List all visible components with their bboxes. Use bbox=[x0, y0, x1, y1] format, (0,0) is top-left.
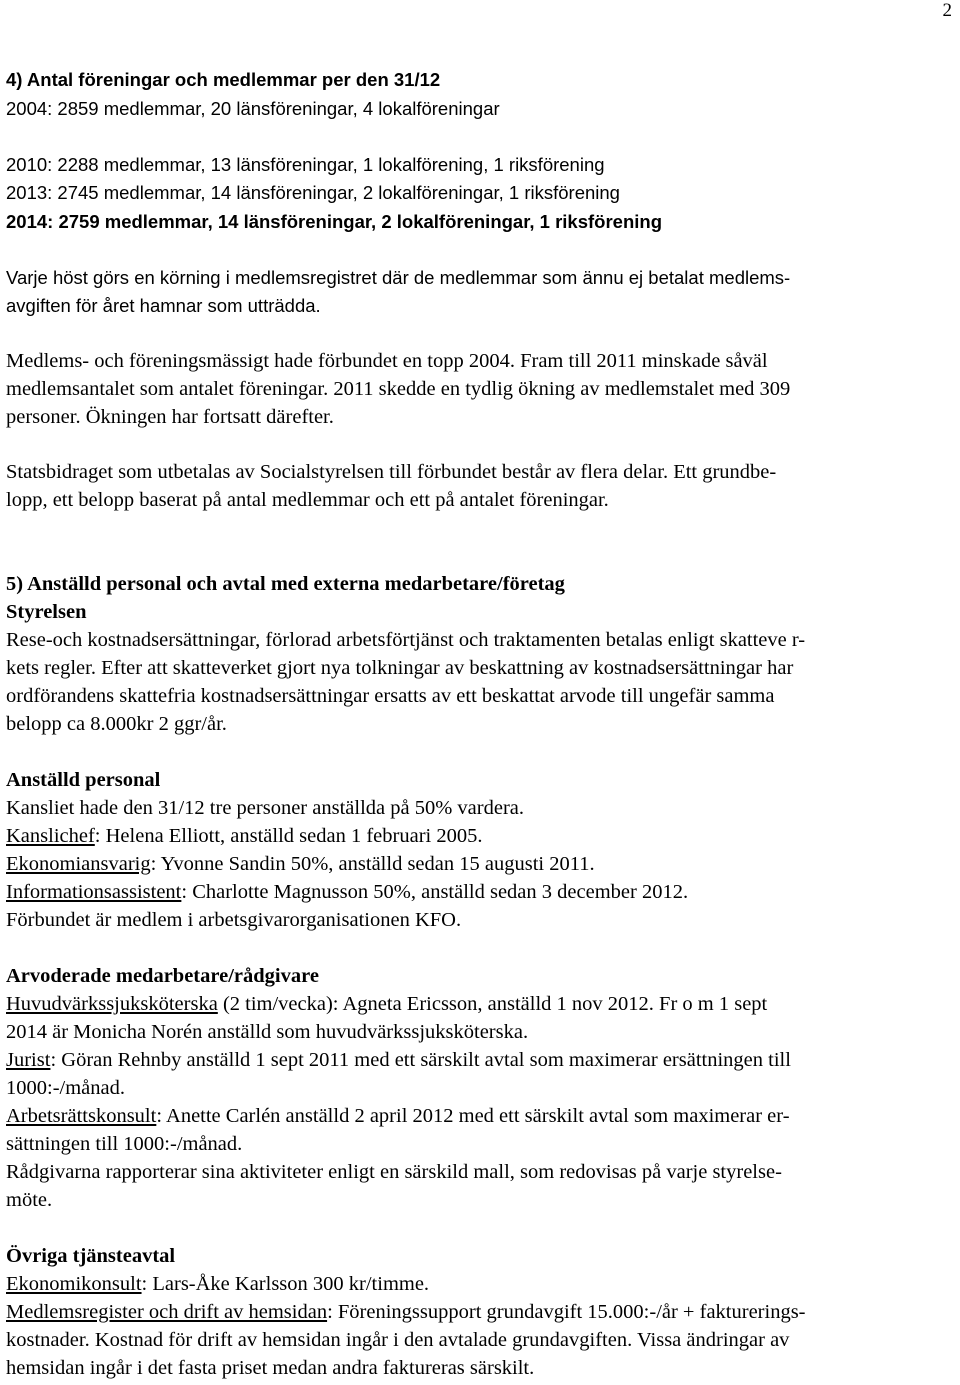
medlemsregister-label: Medlemsregister och drift av hemsidan bbox=[6, 1301, 328, 1323]
paragraph-line: medlemsantalet som antalet föreningar. 2011 skedde en tydlig ökning av medlemstalet med 309 bbox=[6, 378, 791, 400]
arbetsratt-line: Arbetsrättskonsult: Anette Carlén anställd 2 april 2012 med ett särskilt avtal som maximerar er- bbox=[6, 1105, 790, 1127]
paragraph-line: Förbundet är medlem i arbetsgivarorganisationen KFO. bbox=[6, 909, 462, 931]
informationsassistent-label: Informationsassistent bbox=[6, 881, 182, 903]
arbetsratt-label: Arbetsrättskonsult bbox=[6, 1105, 157, 1127]
paragraph-line: kets regler. Efter att skatteverket gjort nya tolkningar av beskattning av kostnadsersättningar har bbox=[6, 657, 794, 679]
arvoderade-heading: Arvoderade medarbetare/rådgivare bbox=[6, 965, 319, 987]
styrelsen-heading: Styrelsen bbox=[6, 601, 87, 623]
stats-2013: 2013: 2745 medlemmar, 14 länsföreningar, 2 lokalföreningar, 1 riksförening bbox=[6, 182, 620, 203]
ekonomiansvarig-line: Ekonomiansvarig: Yvonne Sandin 50%, anställd sedan 15 augusti 2011. bbox=[6, 853, 595, 875]
stats-2014: 2014: 2759 medlemmar, 14 länsföreningar, 2 lokalföreningar, 1 riksförening bbox=[6, 211, 663, 232]
paragraph-line: belopp ca 8.000kr 2 ggr/år. bbox=[6, 713, 227, 735]
paragraph-line: Medlems- och föreningsmässigt hade förbundet en topp 2004. Fram till 2011 minskade såväl bbox=[6, 350, 768, 372]
personal-heading: Anställd personal bbox=[6, 769, 161, 791]
ekonomiansvarig-label: Ekonomiansvarig bbox=[6, 853, 151, 875]
paragraph-line: möte. bbox=[6, 1189, 53, 1211]
kanslichef-line: Kanslichef: Helena Elliott, anställd sedan 1 februari 2005. bbox=[6, 825, 483, 847]
paragraph-line: avgiften för året hamnar som utträdda. bbox=[6, 295, 321, 316]
huvudvark-label: Huvudvärkssjuksköterska bbox=[6, 993, 218, 1015]
ovriga-heading: Övriga tjänsteavtal bbox=[6, 1245, 176, 1267]
jurist-label: Jurist bbox=[6, 1049, 51, 1071]
informationsassistent-line: Informationsassistent: Charlotte Magnusson 50%, anställd sedan 3 december 2012. bbox=[6, 881, 689, 903]
paragraph-line: Varje höst görs en körning i medlemsregistret där de medlemmar som ännu ej betalat medlems- bbox=[6, 267, 791, 288]
paragraph-line: personer. Ökningen har fortsatt därefter. bbox=[6, 406, 334, 428]
paragraph-line: ordförandens skattefria kostnadsersättningar ersatts av ett beskattat arvode till ungefär samma bbox=[6, 685, 775, 707]
huvudvark-line: Huvudvärkssjuksköterska (2 tim/vecka): Agneta Ericsson, anställd 1 nov 2012. Fr o m 1 sept bbox=[6, 993, 768, 1015]
paragraph-line: Kansliet hade den 31/12 tre personer anställda på 50% vardera. bbox=[6, 797, 524, 819]
medlemsregister-line: Medlemsregister och drift av hemsidan: Föreningssupport grundavgift 15.000:-/år + fakturerings- bbox=[6, 1301, 806, 1323]
section4-heading: 4) Antal föreningar och medlemmar per den 31/12 bbox=[6, 69, 441, 90]
paragraph-line: Rese-och kostnadsersättningar, förlorad arbetsförtjänst och traktamenten betalas enligt skatteve r- bbox=[6, 629, 806, 651]
paragraph-line: 2014 är Monicha Norén anställd som huvudvärkssjuksköterska. bbox=[6, 1021, 529, 1043]
paragraph-line: kostnader. Kostnad för drift av hemsidan ingår i den avtalade grundavgiften. Vissa ändringar av bbox=[6, 1329, 790, 1351]
stats-2010: 2010: 2288 medlemmar, 13 länsföreningar, 1 lokalförening, 1 riksförening bbox=[6, 154, 605, 175]
paragraph-line: Rådgivarna rapporterar sina aktiviteter enligt en särskild mall, som redovisas på varje styrelse- bbox=[6, 1161, 782, 1183]
section5-heading: 5) Anställd personal och avtal med externa medarbetare/företag bbox=[6, 573, 565, 595]
jurist-line: Jurist: Göran Rehnby anställd 1 sept 2011 med ett särskilt avtal som maximerar ersättningen till bbox=[6, 1049, 791, 1071]
paragraph-line: 1000:-/månad. bbox=[6, 1077, 125, 1099]
kanslichef-label: Kanslichef bbox=[6, 825, 95, 847]
paragraph-line: lopp, ett belopp baserat på antal medlemmar och ett på antalet föreningar. bbox=[6, 489, 609, 511]
paragraph-line: hemsidan ingår i det fasta priset medan andra faktureras särskilt. bbox=[6, 1357, 535, 1379]
paragraph-line: sättningen till 1000:-/månad. bbox=[6, 1133, 243, 1155]
ekonomikonsult-line: Ekonomikonsult: Lars-Åke Karlsson 300 kr/timme. bbox=[6, 1273, 430, 1295]
page-number: 2 bbox=[942, 0, 952, 21]
stats-2004: 2004: 2859 medlemmar, 20 länsföreningar, 4 lokalföreningar bbox=[6, 98, 500, 119]
ekonomikonsult-label: Ekonomikonsult bbox=[6, 1273, 142, 1295]
paragraph-line: Statsbidraget som utbetalas av Socialstyrelsen till förbundet består av flera delar. Ett grundbe- bbox=[6, 461, 777, 483]
